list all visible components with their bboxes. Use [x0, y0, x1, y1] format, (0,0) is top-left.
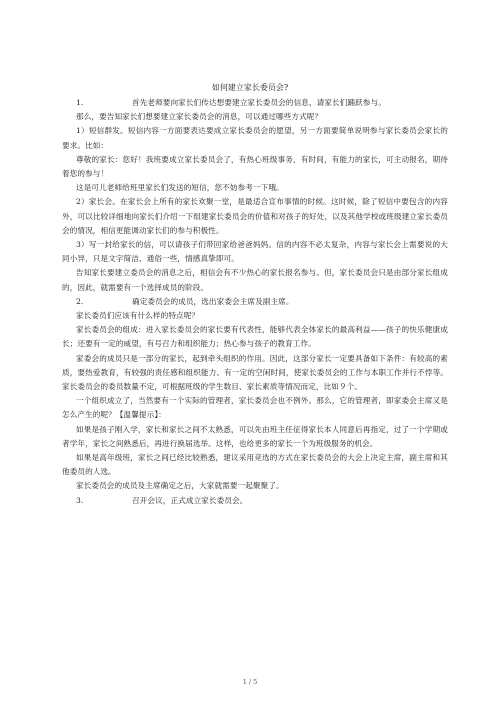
paragraph [62, 451, 448, 479]
paragraph-text: 召开会议，正式成立家长委员会。 [132, 495, 248, 505]
paragraph-text: 那么，要告知家长们想要建立家长委员会的消息，可以通过哪些方式呢？ [76, 112, 323, 122]
paragraph [62, 295, 448, 309]
paragraph [62, 494, 448, 508]
document-title: 如何建立家长委员会? [211, 83, 289, 92]
paragraph [62, 423, 448, 451]
paragraph [62, 352, 448, 395]
paragraph [62, 110, 448, 124]
paragraph-text: 一个组织成立了，当然要有一个实际的管理者，家长委员会也不例外。那么，它的管理者，即家委会主席又是怎么产生的呢？【温馨提示】： [62, 396, 448, 420]
paragraph-text: 家委会的成员只是一部分的家长，起到牵头组织的作用。因此，这部分家长一定要具备如下条件：有较高的素质，要热爱教育，有较强的责任感和组织能力、有一定的空闲时间，使家长委员会的工作与本职工作并行不悖等。家长委员会的委员数量不定，可根据班级的学生数目、家长素质等情况而定，比如９个。 [62, 353, 448, 392]
paragraph [62, 309, 448, 323]
paragraph [62, 323, 448, 351]
paragraph [62, 181, 448, 195]
page-number: 1 / 5 [242, 678, 258, 686]
list-number: 2. [76, 296, 84, 306]
paragraph-text: 3）写一封给家长的信，可以请孩子们带回家给爸爸妈妈。信的内容不必太复杂，内容与家长会上需要说的大同小异，只是文字简洁、通俗一些，情感真挚即可。 [62, 240, 448, 264]
list-number: 3. [76, 495, 84, 505]
paragraph [62, 124, 448, 152]
paragraph-text: 确定委员会的成员，选出家委会主席及副主席。 [132, 296, 294, 306]
paragraph [62, 153, 448, 181]
paragraph-text: 2）家长会。在家长会上所有的家长欢聚一堂，是最适合宣布事情的时候。这时候，除了短信中要包含的内容外，可以比较详细地向家长们介绍一下组建家长委员会的价值和对孩子的好处，以及其他学校或班级建立家长委员会的情况，相信更能调动家长们的参与积极性。 [62, 197, 448, 235]
paragraph-text: 这是可儿老师给班里家长们发送的短信，您不妨参考一下哦。 [76, 183, 284, 193]
paragraph [62, 479, 448, 493]
paragraph-text: 家长委员会的组成：进入家长委员会的家长要有代表性，能够代表全体家长的最高利益——孩子的快乐健康成长；还要有一定的威望，有号召力和组织能力；热心参与孩子的教育工作。 [62, 325, 448, 349]
paragraph-text: 家长委员会的成员及主席确定之后，大家就需要一起聚聚了。 [76, 481, 284, 491]
paragraph-text: 如果是孩子刚入学，家长和家长之间不太熟悉，可以先由班主任征得家长本人同意后再指定，过了一个学期或者学年，家长之间熟悉后，再进行换届选举。这样，也给更多的家长一个为班级服务的机会。 [62, 424, 448, 448]
paragraph-text: 首先老师要向家长们传达想要建立家长委员会的信息，请家长们踊跃参与。 [132, 98, 386, 107]
paragraph-text: 告知家长要建立委员会的消息之后，相信会有不少热心的家长报名参与。但，家长委员会只是由部分家长组成的，因此，就需要有一个选择成员的阶段。 [62, 268, 448, 292]
document-body [62, 96, 448, 508]
list-number: 1. [76, 98, 84, 107]
paragraph [62, 266, 448, 294]
paragraph-text: 1）短信群发。短信内容一方面要表达要成立家长委员会的愿望，另一方面要简单说明参与家长委员会家长的要求。比如： [62, 126, 448, 150]
paragraph [62, 195, 448, 238]
paragraph [62, 394, 448, 422]
paragraph-text: 家长委员们应该有什么样的特点呢？ [76, 311, 200, 321]
paragraph [62, 238, 448, 266]
paragraph-text: 如果是高年级班，家长之间已经比较熟悉，建议采用竞选的方式在家长委员会的大会上决定主席，副主席和其他委员的人选。 [62, 453, 448, 477]
paragraph-text: 尊敬的家长：您好！我班要成立家长委员会了，有热心班级事务，有时间，有能力的家长，可主动报名，期待着您的参与！ [62, 154, 448, 179]
paragraph [62, 96, 448, 110]
